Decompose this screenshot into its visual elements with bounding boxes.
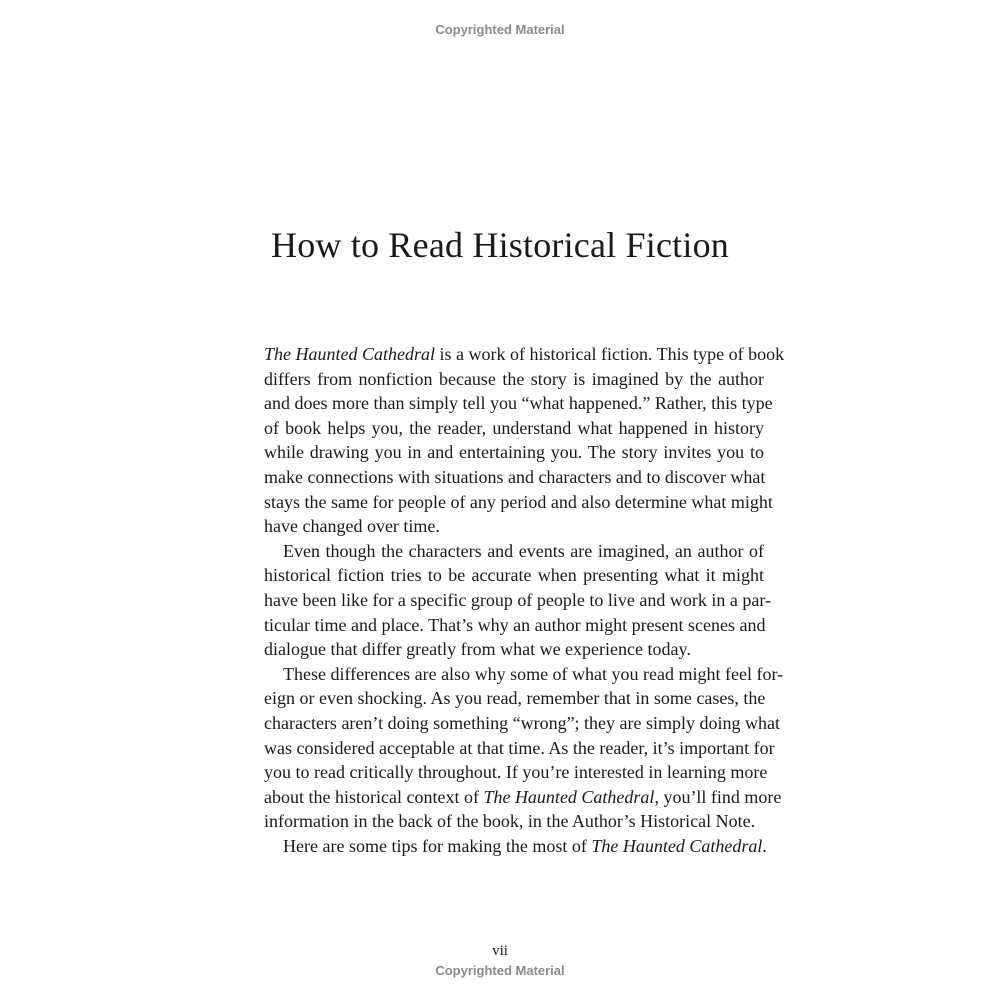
text-line: about the historical context of The Haunted Cathedral, you’ll find more	[264, 786, 782, 807]
text-line: you to read critically throughout. If you’re interested in learning more	[264, 762, 768, 783]
text-line: have changed over time.	[264, 516, 440, 537]
text-line: and does more than simply tell you “what happened.” Rather, this type	[264, 393, 773, 414]
copyright-watermark-top: Copyrighted Material	[435, 22, 565, 37]
book-title-italic: The Haunted Cathedral	[591, 835, 763, 856]
text-line: make connections with situations and characters and to discover what	[264, 466, 766, 487]
text-line: information in the back of the book, in the Author’s Historical Note.	[264, 811, 756, 832]
text-line: characters aren’t doing something “wrong”; they are simply doing what	[264, 712, 781, 733]
text-line: Even though the characters and events are imagined, an author of	[283, 540, 764, 561]
book-title-italic: The Haunted Cathedral	[264, 344, 435, 364]
text-line: Here are some tips for making the most of The Haunted Cathedral.	[283, 835, 767, 856]
text-line: The Haunted Cathedral is a work of historical fiction. This type of book	[264, 344, 785, 364]
text-line: historical fiction tries to be accurate when presenting what it might	[264, 565, 764, 586]
text-line: ticular time and place. That’s why an author might present scenes and	[264, 614, 766, 635]
text-line: have been like for a specific group of people to live and work in a par-	[264, 589, 771, 610]
text-line: was considered acceptable at that time. As the reader, it’s important for	[264, 737, 775, 758]
text-line: dialogue that differ greatly from what we experience today.	[264, 639, 691, 660]
chapter-title: How to Read Historical Fiction	[271, 225, 729, 266]
copyright-watermark-bottom: Copyrighted Material	[435, 963, 565, 978]
book-title-italic: The Haunted Cathedral	[483, 786, 655, 807]
text-line: of book helps you, the reader, understand what happened in history	[264, 417, 764, 438]
text-line: while drawing you in and entertaining you. The story invites you to	[264, 442, 764, 463]
text-line: These differences are also why some of what you read might feel for-	[283, 663, 784, 684]
page-number: vii	[492, 943, 508, 959]
text-line: eign or even shocking. As you read, remember that in some cases, the	[264, 688, 766, 709]
text-line: differs from nonfiction because the story is imagined by the author	[264, 368, 764, 389]
text-line: stays the same for people of any period and also determine what might	[264, 491, 773, 512]
body-text	[264, 342, 785, 858]
